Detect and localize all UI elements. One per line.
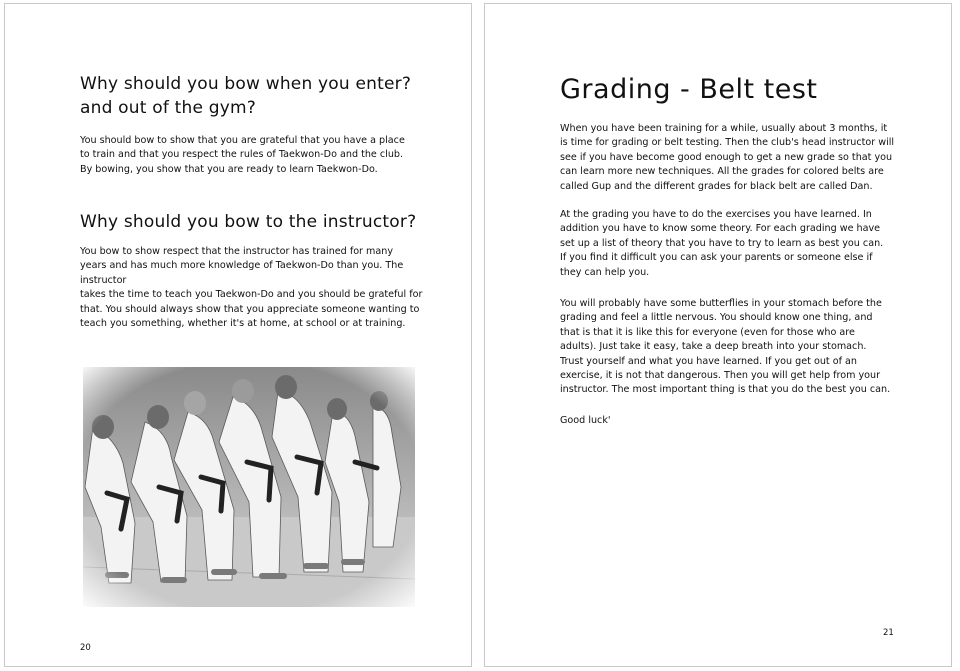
- paragraph-grading-intro: [560, 122, 894, 194]
- paragraph-line: see if you have become good enough to get a new grade so that you: [560, 151, 893, 163]
- closing-text: Good luck': [560, 415, 611, 426]
- paragraph-bow-enter: [80, 134, 405, 177]
- paragraph-line: that. You should always show that you appreciate someone wanting to: [80, 303, 420, 315]
- paragraph-line: adults). Just take it easy, take a deep breath into your stomach.: [560, 341, 867, 353]
- paragraph-line: If you find it difficult you can ask your parents or someone else if: [560, 252, 873, 264]
- paragraph-line: can learn more new techniques. All the grades for colored belts are: [560, 166, 884, 178]
- paragraph-line: instructor. The most important thing is that you do the best you can.: [560, 384, 891, 396]
- heading-bow-instructor: Why should you bow to the instructor?: [80, 212, 417, 232]
- paragraph-grading-theory: [560, 208, 883, 280]
- paragraph-line: exercise, it is not that dangerous. Then you will get help from your: [560, 370, 881, 382]
- paragraph-line: they can help you.: [560, 266, 650, 278]
- left-page: [4, 3, 472, 667]
- heading-line: Why should you bow when you enter?: [80, 74, 412, 94]
- paragraph-line: When you have been training for a while, usually about 3 months, it: [560, 123, 888, 134]
- students-bowing-photo: [83, 367, 415, 607]
- paragraph-line: You should bow to show that you are grateful that you have a place: [80, 135, 405, 146]
- paragraph-line: At the grading you have to do the exercises you have learned. In: [560, 209, 872, 220]
- paragraph-line: that is that it is like this for everyone (even for those who are: [560, 326, 855, 338]
- paragraph-bow-instructor: [80, 245, 422, 331]
- paragraph-line: set up a list of theory that you have to try to learn as best you can.: [560, 237, 884, 249]
- heading-line: and out of the gym?: [80, 98, 256, 118]
- paragraph-line: takes the time to teach you Taekwon-Do and you should be grateful for: [80, 289, 423, 301]
- right-page: [484, 3, 952, 667]
- heading-bow-enter: [80, 72, 411, 120]
- paragraph-line: to train and that you respect the rules of Taekwon-Do and the club.: [80, 149, 404, 161]
- paragraph-line: You bow to show respect that the instructor has trained for many: [80, 246, 394, 257]
- paragraph-line: years and has much more knowledge of Taekwon-Do than you. The: [80, 260, 404, 272]
- paragraph-line: is time for grading or belt testing. Then the club's head instructor will: [560, 137, 895, 149]
- paragraph-line: You will probably have some butterflies in your stomach before the: [560, 298, 882, 309]
- page-number-left: 20: [80, 643, 91, 653]
- paragraph-line: instructor: [80, 274, 127, 286]
- page-title: Grading - Belt test: [560, 74, 818, 105]
- paragraph-line: By bowing, you show that you are ready to learn Taekwon-Do.: [80, 163, 378, 175]
- paragraph-line: grading and feel a little nervous. You should know one thing, and: [560, 312, 873, 324]
- paragraph-line: Trust yourself and what you have learned. If you get out of an: [560, 355, 857, 367]
- page-number-right: 21: [883, 628, 894, 638]
- paragraph-line: addition you have to know some theory. For each grading we have: [560, 223, 881, 235]
- paragraph-line: teach you something, whether it's at home, at school or at training.: [80, 318, 406, 330]
- paragraph-line: called Gup and the different grades for black belt are called Dan.: [560, 180, 873, 192]
- paragraph-grading-nerves: [560, 297, 890, 398]
